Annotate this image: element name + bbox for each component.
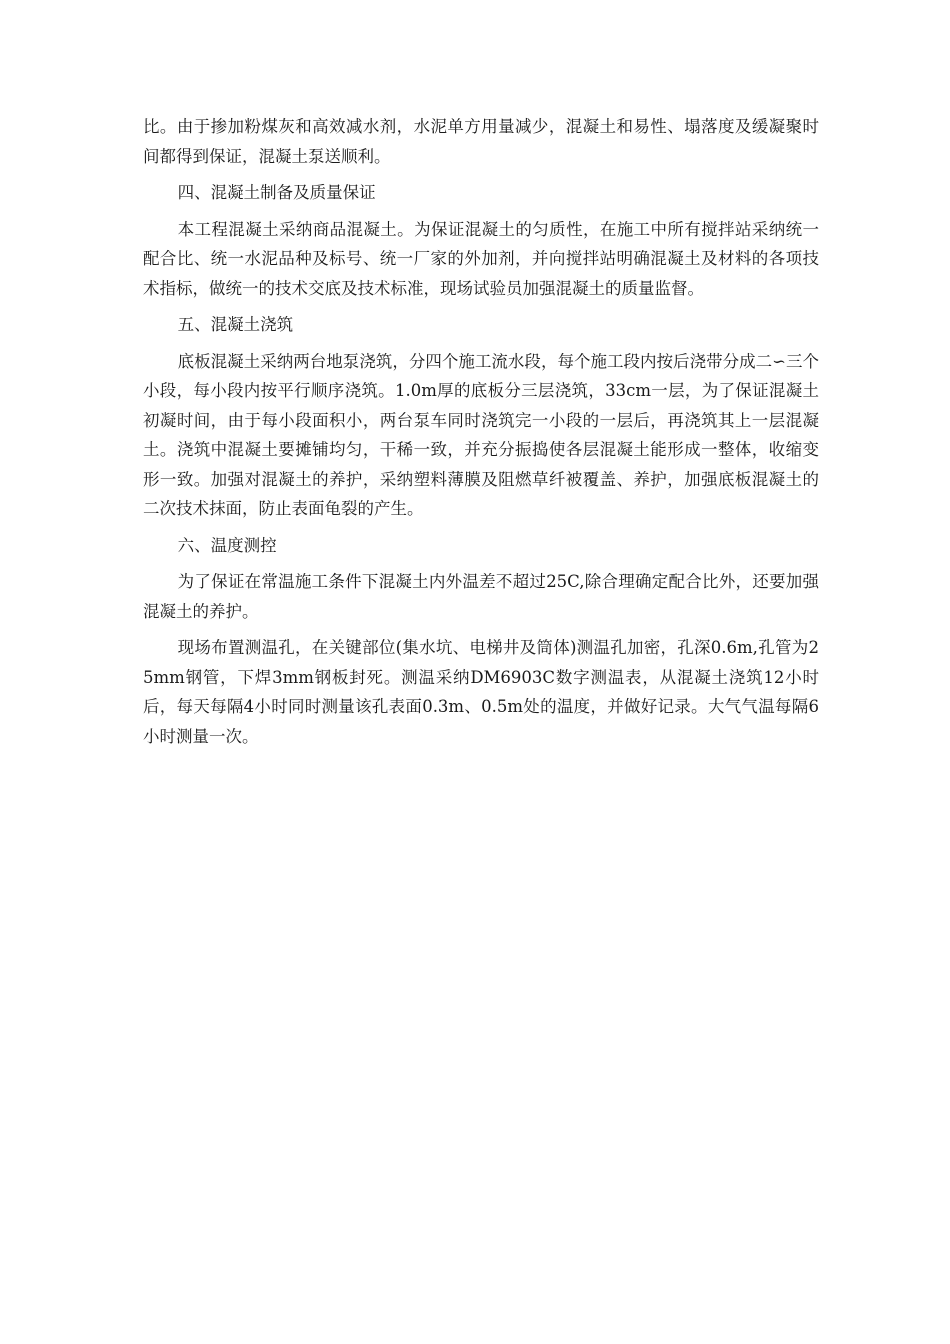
section-heading-6: 六、温度测控 bbox=[177, 535, 277, 555]
paragraph-concrete-pouring: 底板混凝土采纳两台地泵浇筑，分四个施工流水段，每个施工段内按后浇带分成二∽三个小段，每小段内按平行顺序浇筑。1.0m厚的底板分三层浇筑，33cm一层，为了保证混凝土初凝时间，由于每小段面积小，两台泵车同时浇筑完一小段的一层后，再浇筑其上一层混凝土。浇筑中混凝土要摊铺均匀，干稀一致，并充分振捣使各层混凝土能形成一整体，收缩变形一致。加强对混凝土的养护，采纳塑料薄膜及阻燃草纤被覆盖、养护，加强底板混凝土的二次技术抹面，防止表面龟裂的产生。 bbox=[143, 351, 819, 518]
section-heading-5: 五、混凝土浇筑 bbox=[177, 315, 294, 334]
paragraph-temperature-intro: 为了保证在常温施工条件下混凝土内外温差不超过25C,除合理确定配合比外，还要加强混凝土的养护。 bbox=[143, 572, 819, 621]
section-heading-4: 四、混凝土制备及质量保证 bbox=[177, 183, 376, 202]
document-page bbox=[143, 112, 819, 758]
paragraph-concrete-quality: 本工程混凝土采纳商品混凝土。为保证混凝土的匀质性，在施工中所有搅拌站采纳统一配合比、统一水泥品种及标号、统一厂家的外加剂，并向搅拌站明确混凝土及材料的各项技术指标，做统一的技术交底及技术标准，现场试验员加强混凝土的质量监督。 bbox=[143, 219, 819, 298]
paragraph-mix-continuation: 比。由于掺加粉煤灰和高效减水剂，水泥单方用量减少，混凝土和易性、塌落度及缓凝聚时间都得到保证，混凝土泵送顺利。 bbox=[143, 117, 819, 166]
paragraph-temperature-measurement: 现场布置测温孔，在关键部位(集水坑、电梯井及筒体)测温孔加密，孔深0.6m,孔管为25mm钢管，下焊3mm钢板封死。测温采纳DM6903C数字测温表，从混凝土浇筑12小时后，每天每隔4小时同时测量该孔表面0.3m、0.5m处的温度，并做好记录。大气气温每隔6小时测量一次。 bbox=[143, 638, 819, 746]
